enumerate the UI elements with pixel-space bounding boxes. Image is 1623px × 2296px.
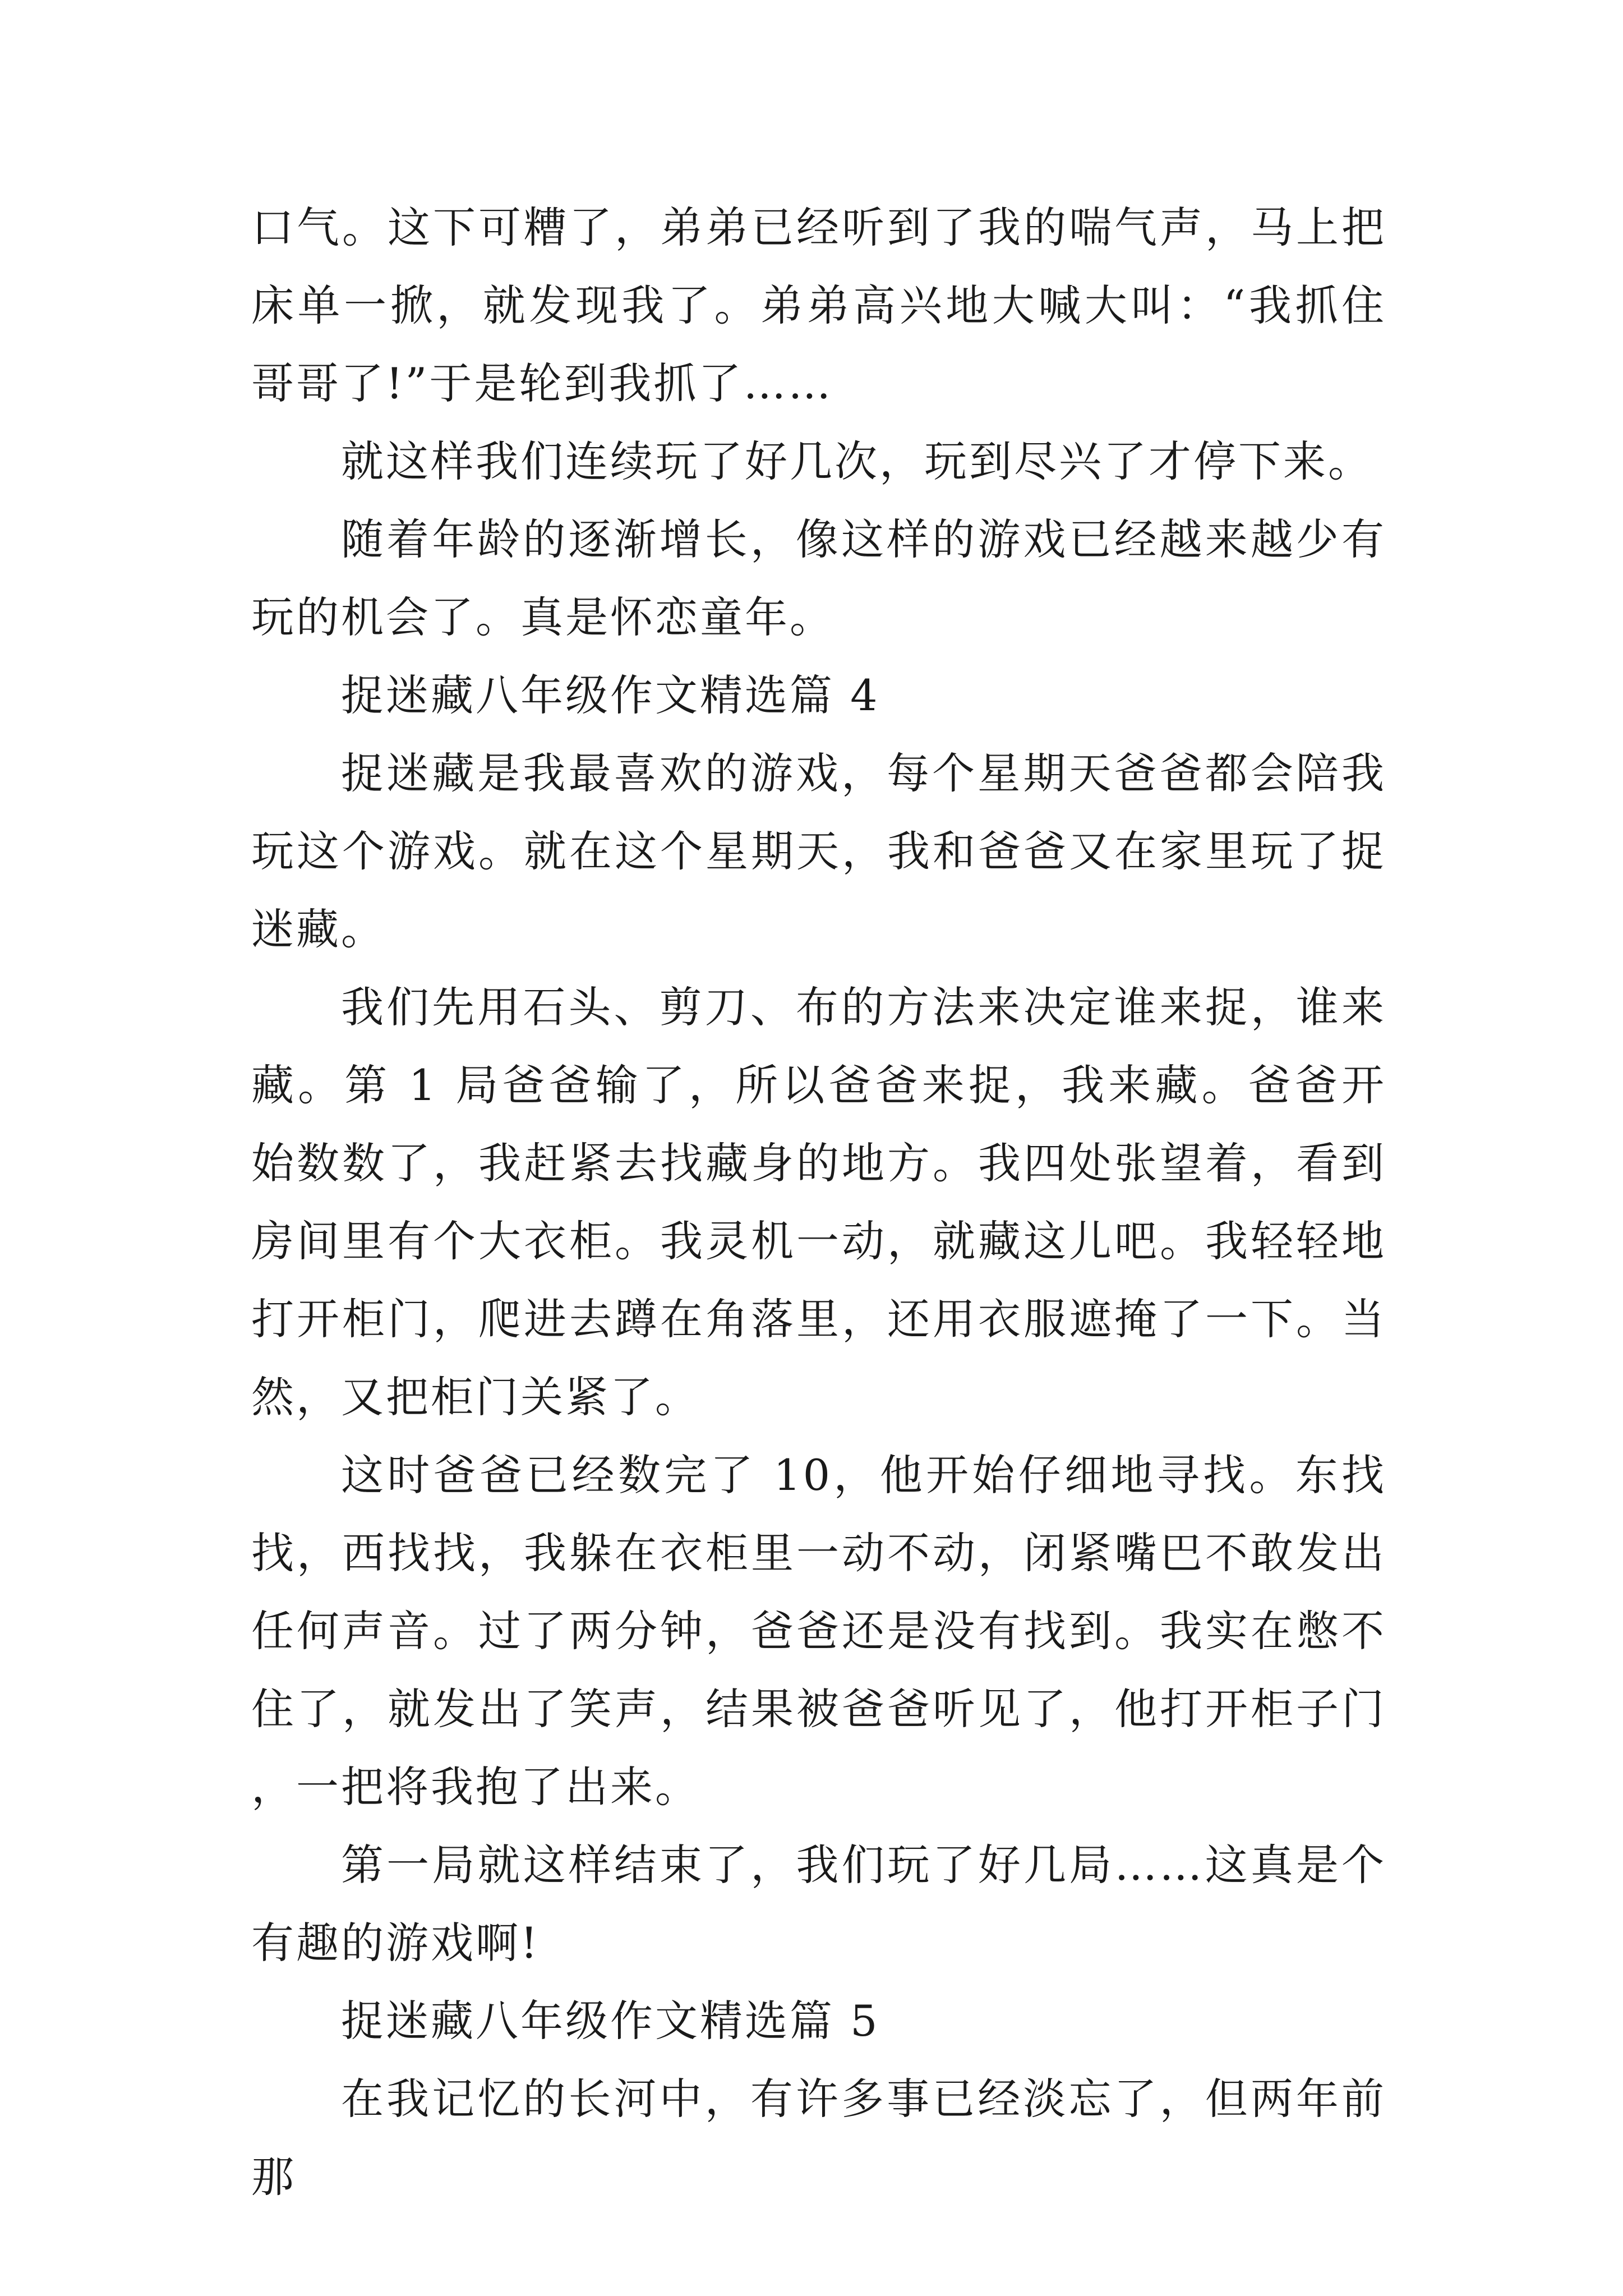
paragraph: 捉迷藏是我最喜欢的游戏，每个星期天爸爸都会陪我玩这个游戏。就在这个星期天，我和爸爸又在家里玩了捉迷藏。: [251, 748, 1386, 954]
paragraph: 我们先用石头、剪刀、布的方法来决定谁来捉，谁来藏。第 1 局爸爸输了，所以爸爸来捉，我来藏。爸爸开始数数了，我赶紧去找藏身的地方。我四处张望着，看到房间里有个大衣柜。我灵机一动，就藏这儿吧。我轻轻地打开柜门，爬进去蹲在角落里，还用衣服遮掩了一下。当然，又把柜门关紧了。: [251, 982, 1386, 1422]
paragraph: 就这样我们连续玩了好几次，玩到尽兴了才停下来。: [341, 436, 1373, 486]
section-heading: 捉迷藏八年级作文精选篇 5: [341, 1996, 880, 2046]
paragraph: 随着年龄的逐渐增长，像这样的游戏已经越来越少有玩的机会了。真是怀恋童年。: [251, 514, 1386, 642]
section-heading: 捉迷藏八年级作文精选篇 4: [341, 670, 880, 720]
paragraph: 在我记忆的长河中，有许多事已经淡忘了，但两年前那: [251, 2074, 1386, 2202]
paragraph: 第一局就这样结束了，我们玩了好几局……这真是个有趣的游戏啊!: [251, 1840, 1386, 1968]
paragraph-continuation: 口气。这下可糟了，弟弟已经听到了我的喘气声，马上把床单一掀，就发现我了。弟弟高兴地大喊大叫：“我抓住哥哥了!”于是轮到我抓了……: [251, 203, 1386, 408]
essay-body: [251, 188, 1386, 2216]
paragraph: 这时爸爸已经数完了 10，他开始仔细地寻找。东找找，西找找，我躲在衣柜里一动不动，闭紧嘴巴不敢发出任何声音。过了两分钟，爸爸还是没有找到。我实在憋不住了，就发出了笑声，结果被爸爸听见了，他打开柜子门，一把将我抱了出来。: [251, 1450, 1386, 1812]
